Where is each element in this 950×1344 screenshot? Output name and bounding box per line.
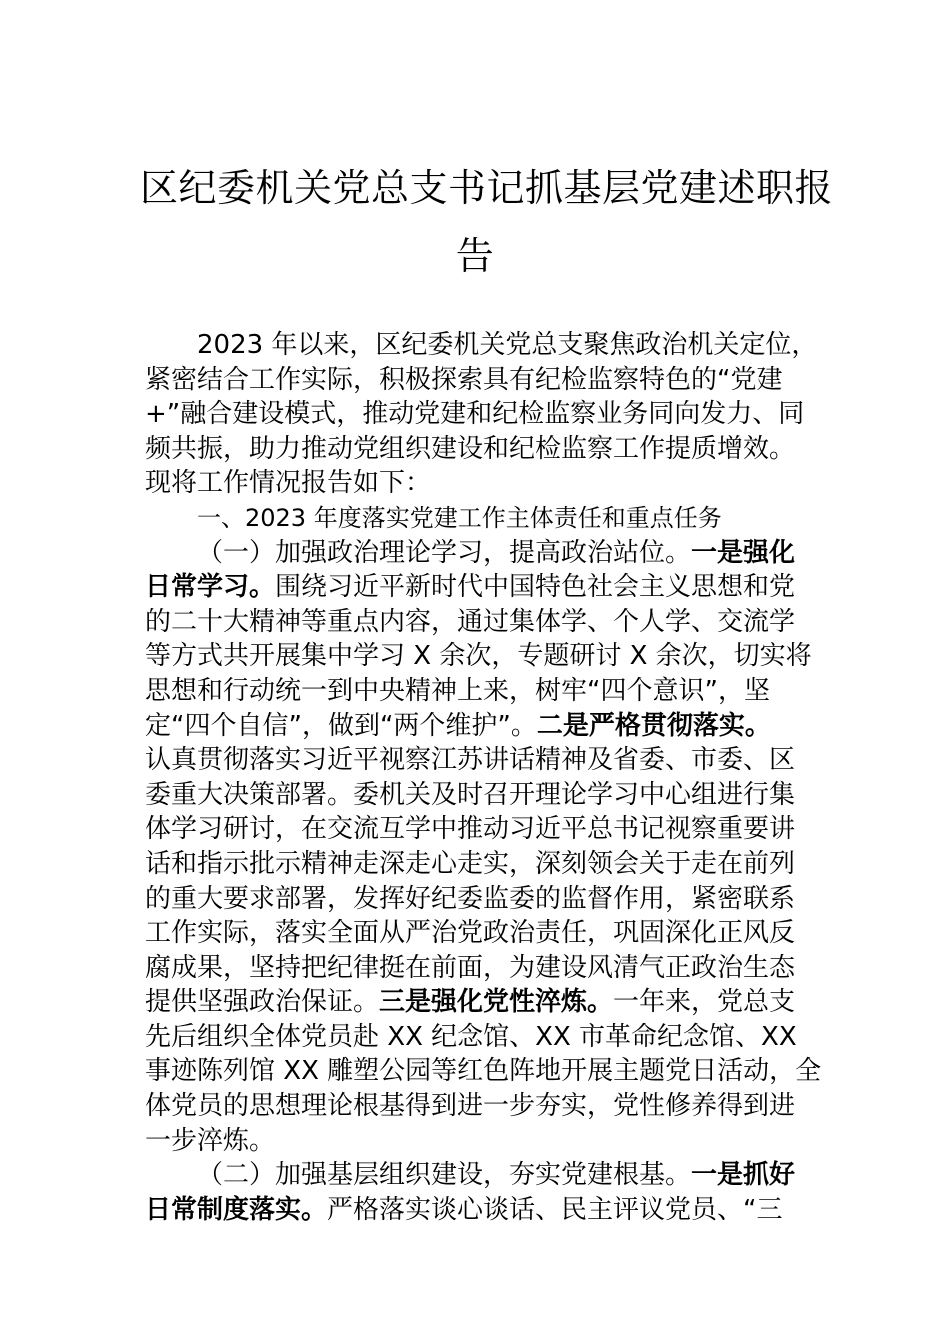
- key-point: 三是强化党性淬炼。: [379, 987, 614, 1018]
- paragraph-line: [145, 1193, 835, 1228]
- key-point: 一是强化: [691, 537, 796, 568]
- paragraph-line: 先后组织全体党员赴 XX 纪念馆、XX 市革命纪念馆、XX: [145, 1021, 797, 1052]
- intro-line: 频共振，助力推动党组织建设和纪检监察工作提质增效。: [145, 433, 796, 464]
- paragraph-line: [145, 570, 835, 605]
- paragraph-text: 定“四个自信”，做到“两个维护”。: [145, 710, 537, 741]
- paragraph-line: 思想和行动统一到中央精神上来，树牢“四个意识”，坚: [145, 675, 770, 706]
- subsection-heading: （一）加强政治理论学习，提高政治站位。: [197, 537, 692, 568]
- paragraph-line: 工作实际，落实全面从严治党政治责任，巩固深化正风反: [145, 918, 796, 949]
- paragraph-line: 的重大要求部署，发挥好纪委监委的监督作用，紧密联系: [145, 883, 796, 914]
- section-heading: 一、2023 年度落实党建工作主体责任和重点任务: [197, 503, 722, 532]
- intro-line: 现将工作情况报告如下：: [145, 468, 432, 499]
- intro-line: +”融合建设模式，推动党建和纪检监察业务同向发力、同: [145, 399, 805, 430]
- key-point: 二是严格贯彻落实。: [536, 710, 771, 741]
- paragraph-line: 腐成果，坚持把纪律挺在前面，为建设风清气正政治生态: [145, 952, 796, 983]
- paragraph-line: [145, 1158, 835, 1193]
- paragraph-line: 一步淬炼。: [145, 1125, 276, 1156]
- paragraph-line: 认真贯彻落实习近平视察江苏讲话精神及省委、市委、区: [145, 745, 796, 776]
- paragraph-line: 体党员的思想理论根基得到进一步夯实，党性修养得到进: [145, 1091, 796, 1122]
- intro-line: 紧密结合工作实际，积极探索具有纪检监察特色的“党建: [145, 364, 783, 395]
- document-title: 区纪委机关党总支书记抓基层党建述职报: [140, 166, 834, 210]
- key-point: 日常制度落实。: [145, 1194, 328, 1225]
- paragraph-line: 的二十大精神等重点内容，通过集体学、个人学、交流学: [145, 606, 796, 637]
- paragraph-line: [145, 709, 835, 744]
- intro-line: 2023 年以来，区纪委机关党总支聚焦政治机关定位，: [197, 330, 818, 360]
- paragraph-line: 事迹陈列馆 XX 雕塑公园等红色阵地开展主题党日活动，全: [145, 1056, 822, 1087]
- key-point: 一是抓好: [691, 1160, 796, 1191]
- paragraph-text: 提供坚强政治保证。: [145, 987, 380, 1018]
- paragraph-line: 委重大决策部署。委机关及时召开理论学习中心组进行集: [145, 779, 796, 810]
- document-title-continued: 告: [455, 234, 495, 278]
- subsection-heading: （二）加强基层组织建设，夯实党建根基。: [197, 1160, 692, 1191]
- document-body: [145, 328, 835, 1227]
- key-point: 日常学习。: [145, 572, 276, 603]
- paragraph-line: 等方式共开展集中学习 X 余次，专题研讨 X 余次，切实将: [145, 641, 812, 672]
- paragraph-line: [145, 985, 835, 1020]
- paragraph-line: [145, 536, 835, 571]
- paragraph-line: 体学习研讨，在交流互学中推动习近平总书记视察重要讲: [145, 814, 796, 845]
- paragraph-text: 围绕习近平新时代中国特色社会主义思想和党: [275, 572, 796, 603]
- paragraph-line: 话和指示批示精神走深走心走实，深刻领会关于走在前列: [145, 848, 796, 879]
- paragraph-text: 一年来，党总支: [613, 987, 796, 1018]
- paragraph-text: 严格落实谈心谈话、民主评议党员、“三: [327, 1194, 783, 1225]
